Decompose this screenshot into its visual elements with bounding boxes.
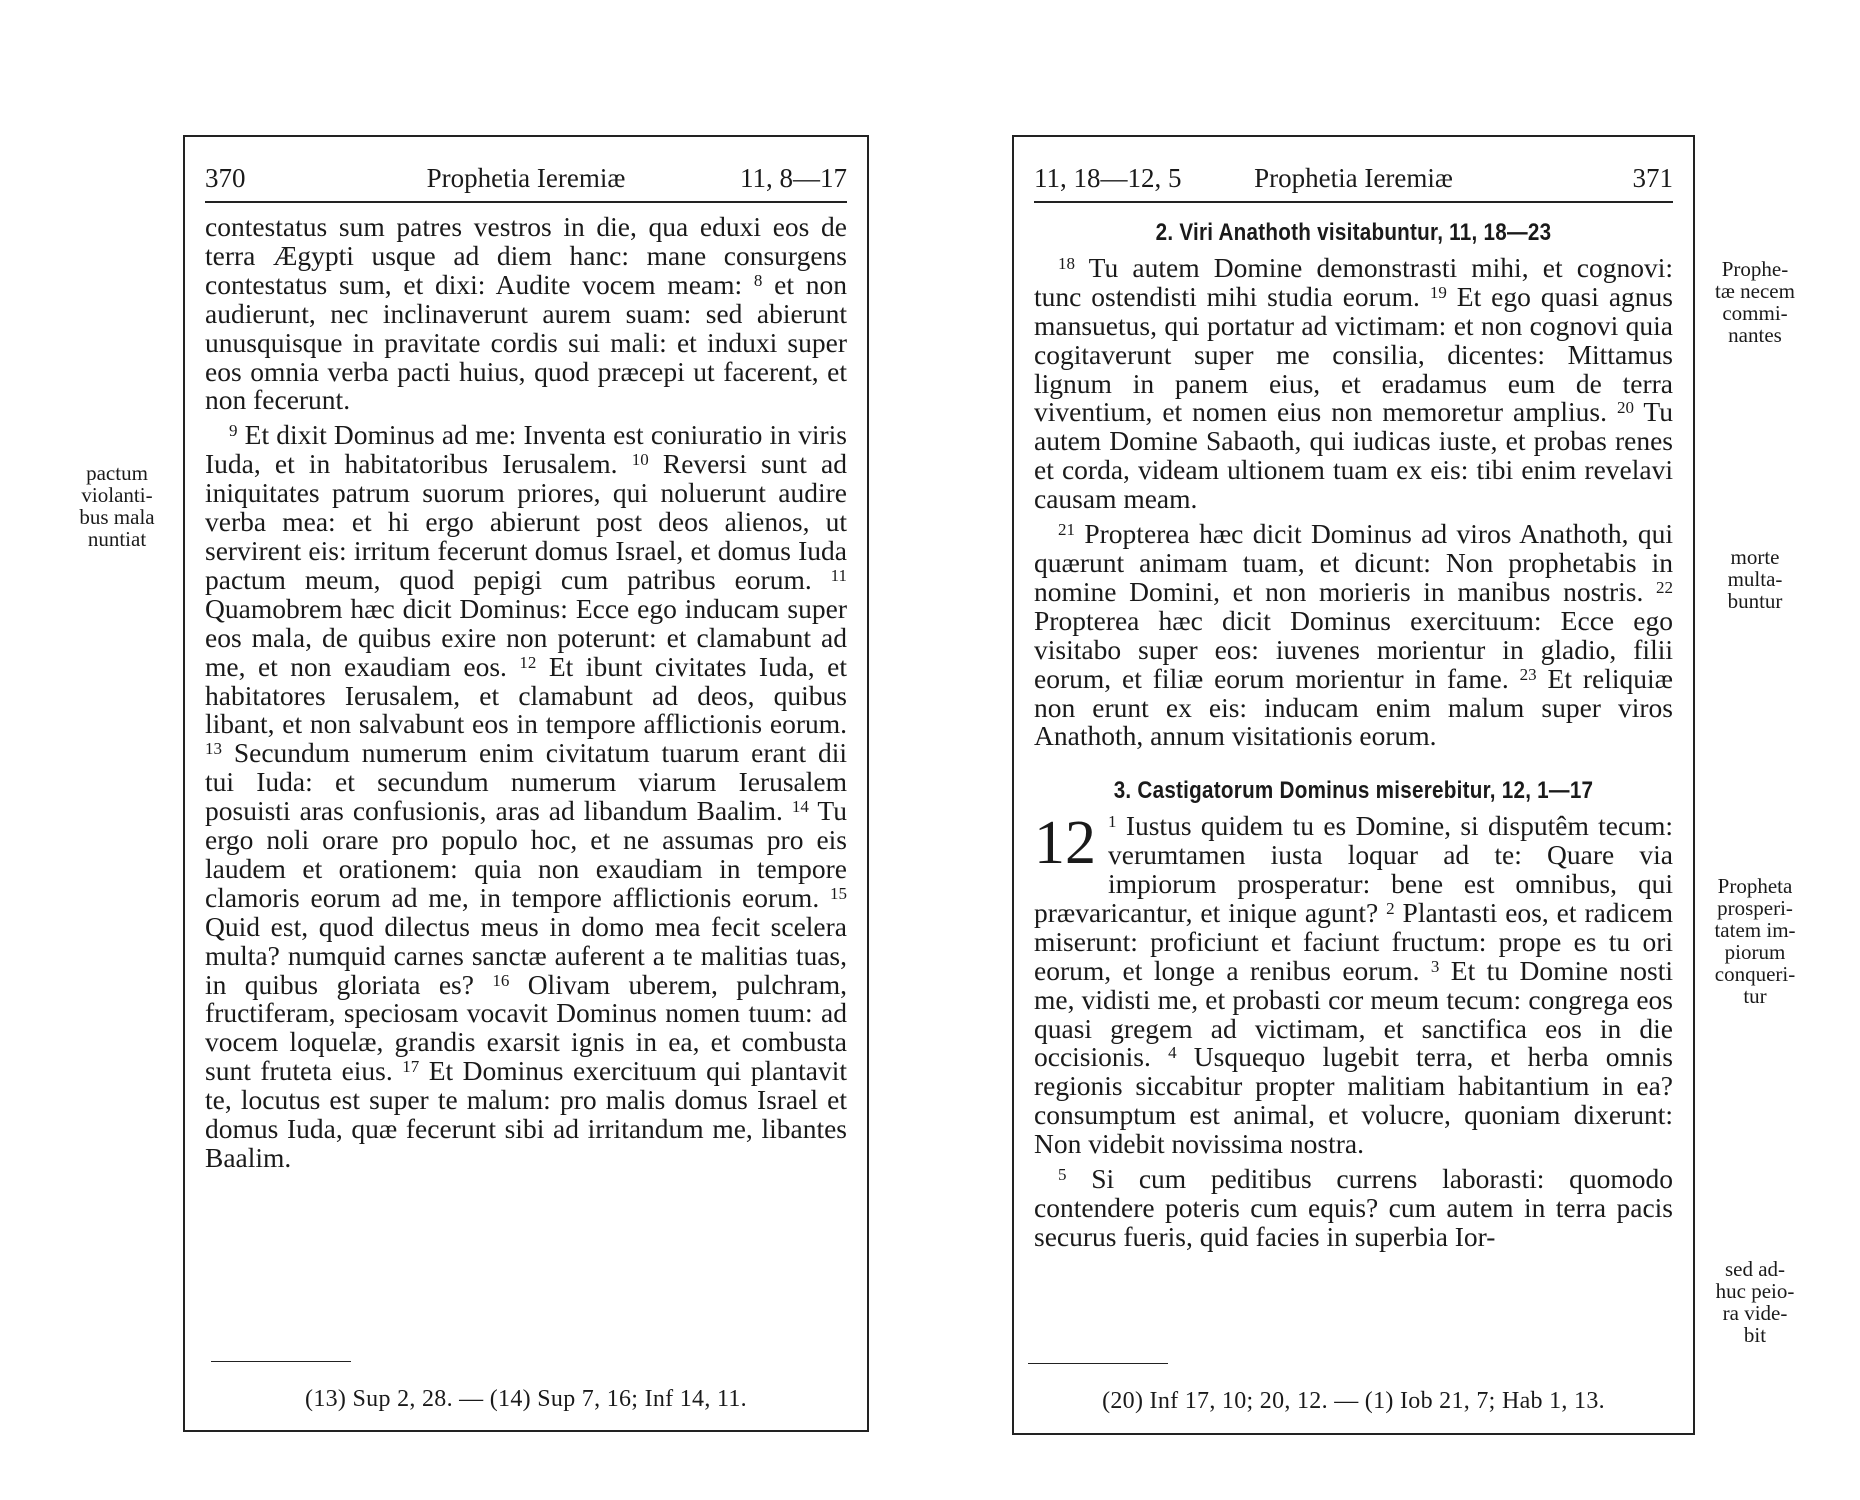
margin-note-line: violanti- <box>81 483 153 507</box>
verse-paragraph <box>1034 809 1673 1160</box>
footnote: (13) Sup 2, 28. — (14) Sup 7, 16; Inf 14, 11. <box>305 1386 747 1412</box>
margin-note-line: multa- <box>1727 567 1783 591</box>
verse-text: Olivam uberem, pulchram, fructiferam, speciosam vocavit Dominus nomen tuum: ad vocem loquelæ, grandis exarsit ignis in ea, et combusta sunt fruteta eius. <box>205 968 847 1087</box>
verse-text: Et reliquiæ non erunt ex eis: inducam enim malum super viros Anathoth, annum visitationis eorum. <box>1034 662 1673 752</box>
verse-number: 23 <box>1519 664 1537 684</box>
page-number: 371 <box>1632 163 1673 193</box>
margin-note-line: huc peio- <box>1715 1279 1795 1303</box>
verse-number: 4 <box>1168 1043 1177 1063</box>
margin-note-line: bit <box>1743 1323 1767 1347</box>
margin-note <box>1700 875 1810 1007</box>
margin-note <box>1700 258 1810 346</box>
margin-note-line: Prophe- <box>1721 257 1789 281</box>
margin-note-line: nuntiat <box>87 527 147 551</box>
left-page <box>183 135 869 1432</box>
margin-note-line: tur <box>1743 984 1767 1008</box>
verse-number: 20 <box>1616 398 1634 418</box>
verse-number: 16 <box>492 970 510 990</box>
left-page-text <box>205 213 847 1179</box>
page-number: 370 <box>205 163 246 193</box>
verse-number: 5 <box>1058 1165 1067 1185</box>
verse-paragraph <box>1034 251 1673 515</box>
right-page <box>1012 135 1695 1435</box>
verse-number: 19 <box>1429 282 1447 302</box>
verse-text: Et ibunt civitates Iuda, et habitatores Ierusalem, et clamabunt ad deos, quibus libant, et non salvabunt eos in tempore afflictionis eorum. <box>205 650 847 740</box>
verse-range: 11, 8—17 <box>740 163 847 193</box>
verse-number: 2 <box>1386 898 1395 918</box>
margin-note <box>1700 1258 1810 1346</box>
verse-range: 11, 18—12, 5 <box>1034 163 1182 193</box>
verse-number: 8 <box>753 270 763 290</box>
verse-text: et non audierunt, nec inclinaverunt aurem suam: sed abierunt unusquisque in pravitate cordis sui mali: et induxi super eos omnia verba pacti huius, quod præcepi ut facerent, et non fecerunt. <box>205 268 847 416</box>
verse-text: Propterea hæc dicit Dominus exercituum: Ecce ego visitabo super eos: iuvenes morientur in gladio, filii eorum, et filiæ eorum morientur in fame. <box>1034 604 1673 694</box>
verse-text: Iustus quidem tu es Domine, si disputêm tecum: verumtamen iusta loquar ad te: Quare via impiorum prosperatur: bene est omnibus, qui prævaricantur, et inique agunt? <box>1034 810 1673 928</box>
verse-text: Tu ergo noli orare pro populo hoc, et ne assumas pro eis laudem et orationem: quia non exaudiam in tempore clamoris eorum ad me, in tempore afflictionis eorum. <box>205 795 847 913</box>
verse-text: contestatus sum patres vestros in die, qua eduxi eos de terra Ægypti usque ad diem hanc: mane consurgens contestatus sum, et dixi: Audite vocem meam: <box>205 211 847 300</box>
footnote-rule <box>1028 1363 1168 1364</box>
verse-text: Plantasti eos, et radicem miserunt: proficiunt et faciunt fructum: prope es tu ori eorum, et longe a renibus eorum. <box>1034 896 1673 986</box>
running-title: Prophetia Ieremiæ <box>1254 163 1453 193</box>
verse-number: 11 <box>830 565 847 585</box>
chapter-number: 12 <box>1034 809 1096 878</box>
section-heading: 2. Viri Anathoth visitabuntur, 11, 18—23 <box>1155 219 1552 246</box>
margin-note-line: tatem im- <box>1714 918 1796 942</box>
verse-paragraph <box>205 213 847 415</box>
verse-text: Tu autem Domine demonstrasti mihi, et cognovi: tunc ostendisti mihi studia eorum. <box>1034 251 1673 312</box>
verse-number: 12 <box>519 652 537 672</box>
verse-number: 18 <box>1058 253 1075 273</box>
margin-note-line: bus mala <box>79 505 155 529</box>
verse-text: Et tu Domine nosti me, vidisti me, et probasti cor meum tecum: congrega eos quasi gregem ad victimam, et sanctifica eos in die occisionis. <box>1034 954 1673 1073</box>
verse-text: Secundum numerum enim civitatum tuarum erant dii tui Iuda: et secundum numerum viarum Ierusalem posuisti aras confusionis, aras ad libandum Baalim. <box>205 737 847 827</box>
verse-number: 22 <box>1656 577 1673 597</box>
margin-note-line: pactum <box>86 461 148 485</box>
verse-text: Propterea hæc dicit Dominus ad viros Anathoth, qui quærunt animam tuam, et dicunt: Non prophetabis in nomine Domini, et non morieris in manibus nostris. <box>1034 518 1673 607</box>
right-page-header <box>1034 155 1673 203</box>
footnote: (20) Inf 17, 10; 20, 12. — (1) Iob 21, 7; Hab 1, 13. <box>1102 1388 1605 1414</box>
verse-number: 1 <box>1108 812 1117 832</box>
running-title: Prophetia Ieremiæ <box>426 163 626 193</box>
verse-number: 9 <box>229 421 238 441</box>
verse-text: Reversi sunt ad iniquitates patrum suorum priores, qui noluerunt audire verba mea: et hi ergo abierunt post deos alienos, ut servirent eis: irritum fecerunt domus Israel, et domus Iuda pactum meum, quod pepigi cum patribus eorum. <box>205 448 847 595</box>
margin-note-line: commi- <box>1722 301 1788 325</box>
margin-note <box>62 462 172 550</box>
verse-text: Et ego quasi agnus mansuetus, qui portatur ad victimam: et non cognovi quia cogitaverunt super me consilia, dicentes: Mittamus lignum in panem eius, et eradamus eum de terra viventium, et nomen eius non memoretur amplius. <box>1034 280 1673 428</box>
right-page-text <box>1034 213 1673 1258</box>
verse-text: Si cum peditibus currens laborasti: quomodo contendere poteris cum equis? cum autem in terra pacis securus fueris, quid facies in superbia Ior- <box>1034 1163 1673 1252</box>
verse-number: 21 <box>1058 520 1075 540</box>
verse-number: 3 <box>1430 956 1440 976</box>
verse-paragraph <box>1034 520 1673 751</box>
verse-text: Tu autem Domine Sabaoth, qui iudicas iuste, et probas renes et corda, videam ultionem tuam ex eis: tibi enim revelavi causam meam. <box>1034 396 1673 515</box>
left-page-header <box>205 155 847 203</box>
footnote-rule <box>211 1361 351 1362</box>
margin-note-line: piorum <box>1724 940 1786 964</box>
verse-number: 10 <box>631 450 649 470</box>
margin-note-line: buntur <box>1727 589 1783 613</box>
verse-text: Usquequo lugebit terra, et herba omnis regionis siccabitur propter malitiam habitantium in ea? consumptum est animal, et volucre, quoniam dixerunt: Non videbit novissima nostra. <box>1034 1041 1673 1160</box>
margin-note <box>1700 546 1810 612</box>
margin-note-line: prosperi- <box>1717 896 1793 920</box>
margin-note-line: Propheta <box>1717 874 1793 898</box>
verse-text: Quamobrem hæc dicit Dominus: Ecce ego inducam super eos mala, de quibus exire non poterunt: et clamabunt ad me, et non exaudiam eos. <box>205 592 847 682</box>
verse-number: 17 <box>402 1057 420 1077</box>
verse-text: Quid est, quod dilectus meus in domo mea fecit scelera multa? numquid carnes sanctæ auferent a te malitias tuas, in quibus gloriata es? <box>205 910 847 1000</box>
verse-number: 15 <box>830 883 847 903</box>
margin-note-line: sed ad- <box>1724 1257 1786 1281</box>
verse-number: 13 <box>205 739 222 759</box>
margin-note-line: ra vide- <box>1722 1301 1788 1325</box>
margin-note-line: conqueri- <box>1714 962 1796 986</box>
section-heading: 3. Castigatorum Dominus miserebitur, 12, 1—17 <box>1113 777 1594 805</box>
margin-note-line: morte <box>1730 545 1780 569</box>
verse-text: Et Dominus exercituum qui plantavit te, locutus est super te malum: pro malis domus Israel et domus Iuda, quæ fecerunt sibi ad irritandum me, libantes Baalim. <box>205 1055 847 1173</box>
verse-text: Et dixit Dominus ad me: Inventa est coniuratio in viris Iuda, et in habitatoribus Ierusalem. <box>205 419 847 480</box>
verse-paragraph <box>1034 1165 1673 1252</box>
margin-note-line: tæ necem <box>1715 279 1795 303</box>
margin-note-line: nantes <box>1728 323 1782 347</box>
verse-paragraph <box>205 421 847 1173</box>
verse-number: 14 <box>791 797 809 817</box>
